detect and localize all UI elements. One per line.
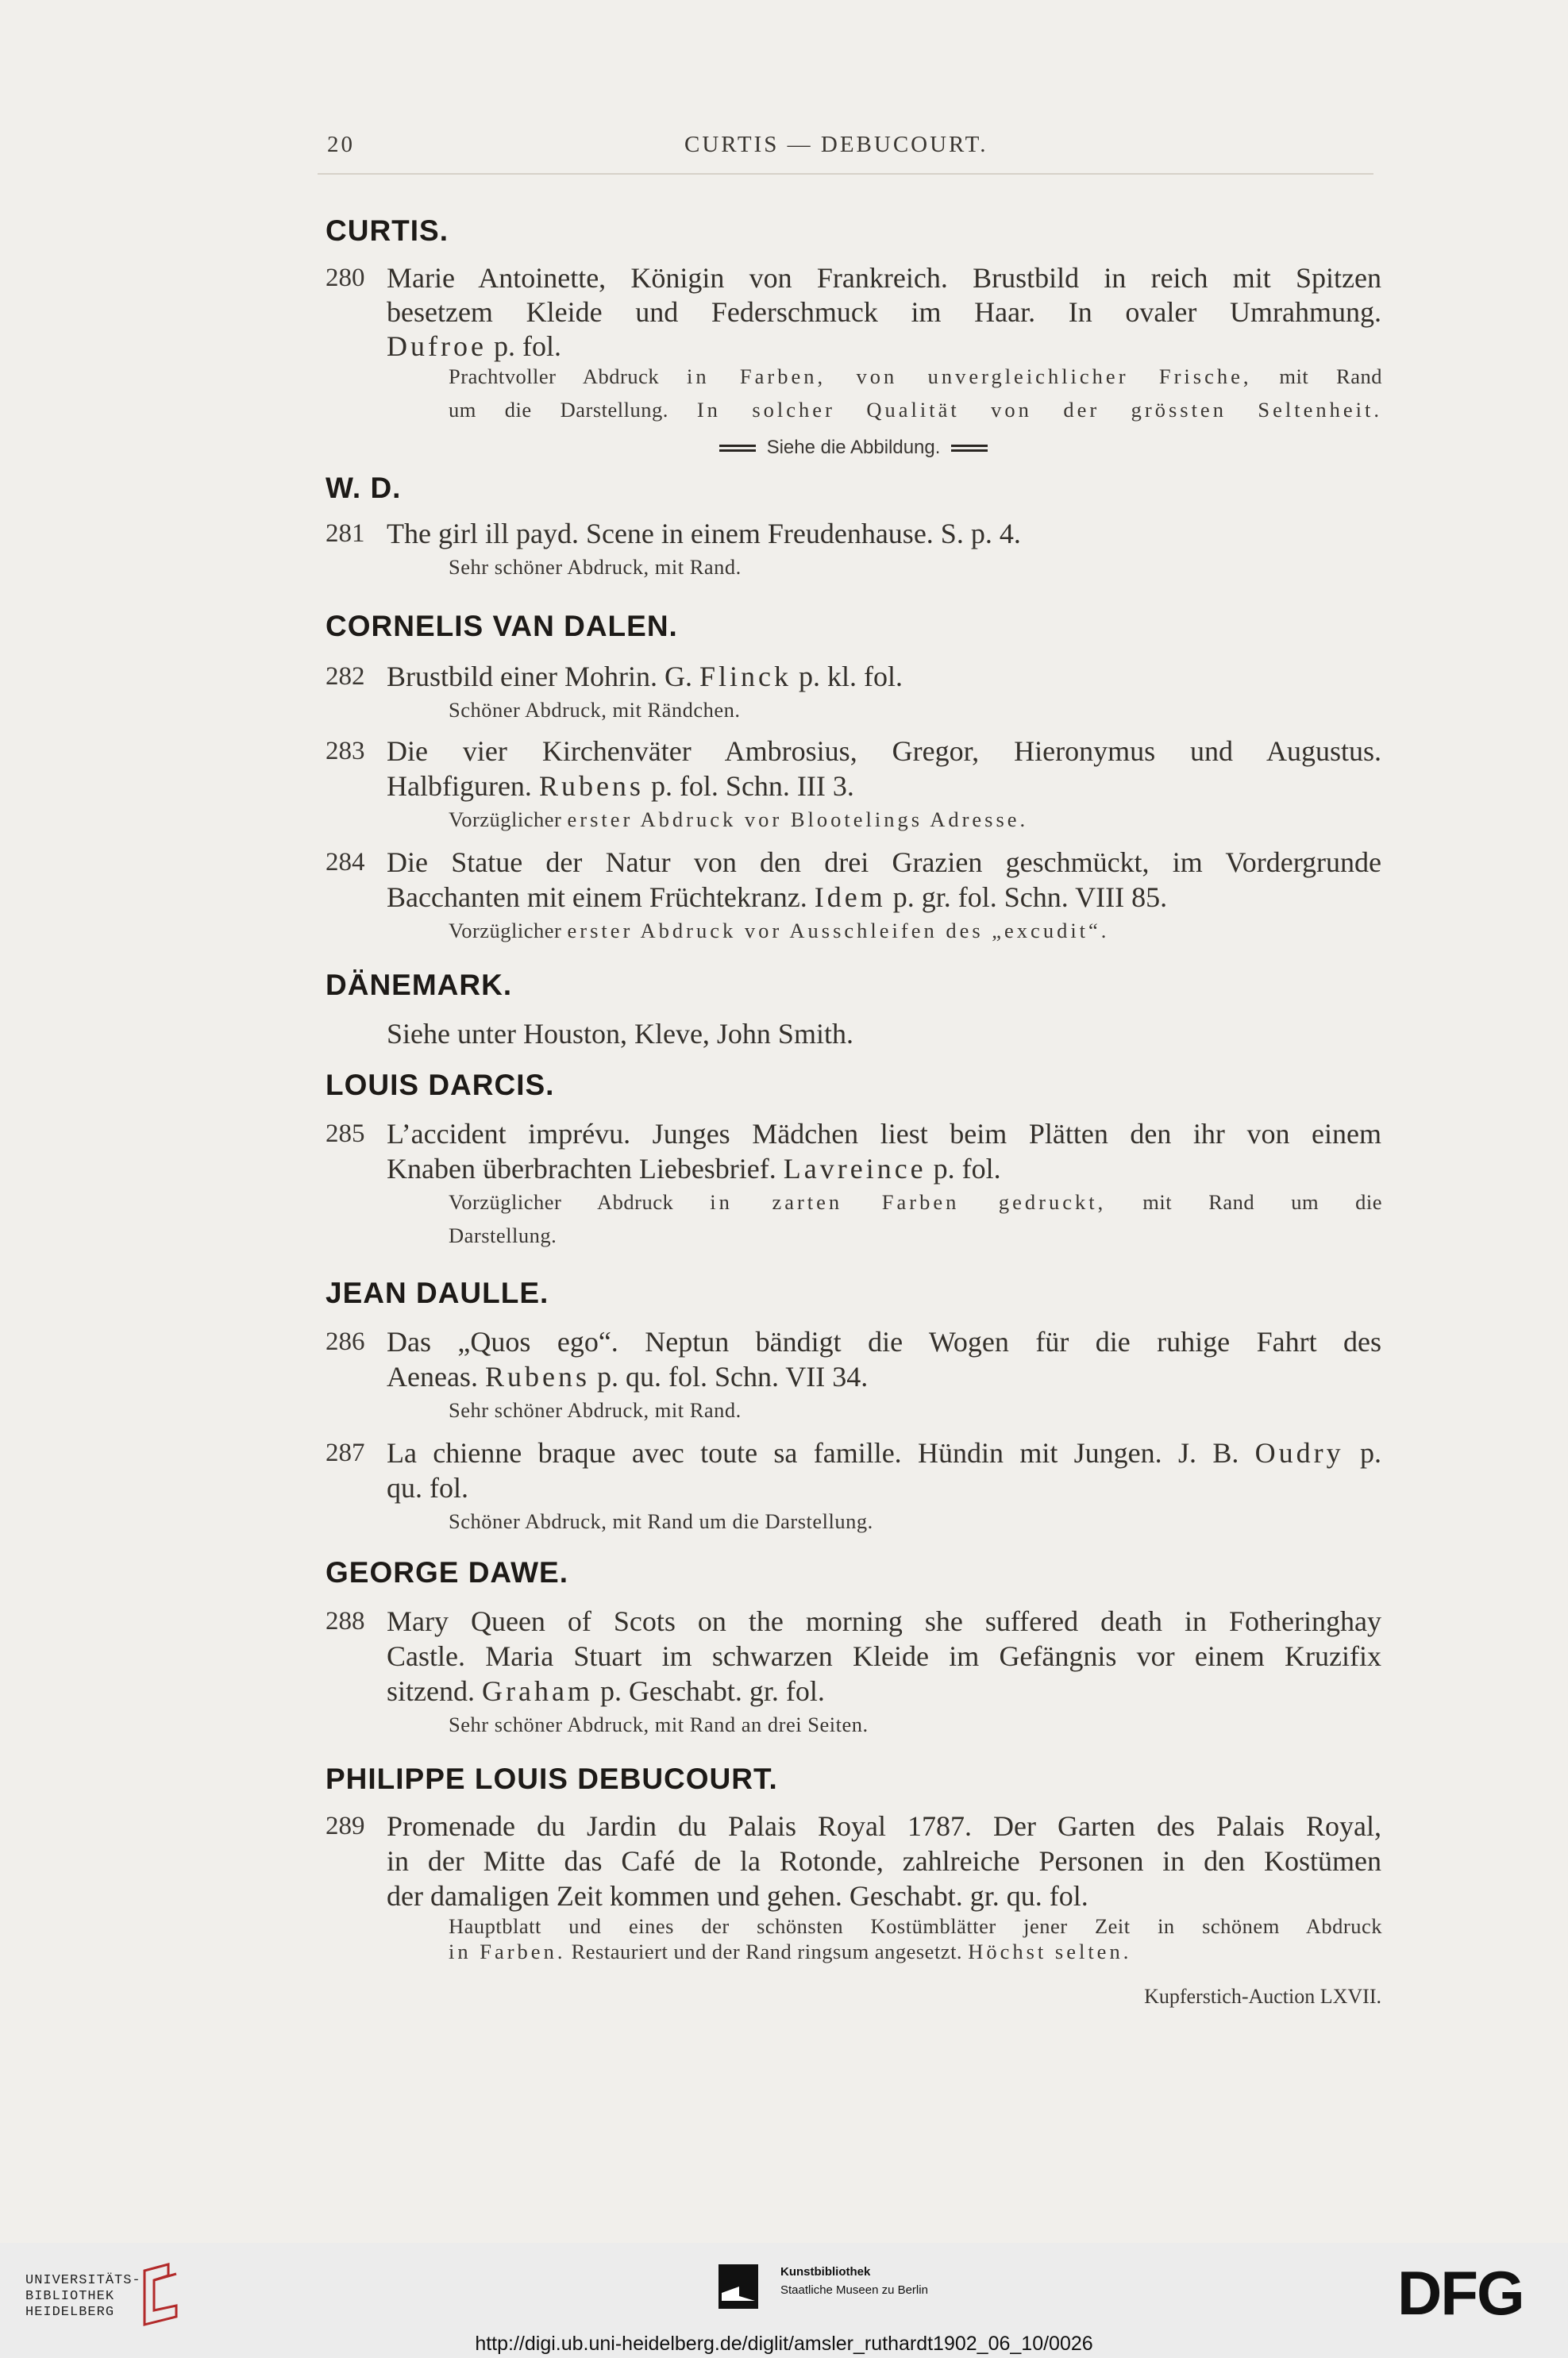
page-number: 20 [327,132,355,157]
double-rule-right [951,445,988,452]
entry-line: Siehe unter Houston, Kleve, John Smith. [387,1018,853,1050]
entry-number: 284 [326,848,365,877]
dfg-logo: DFG [1397,2258,1524,2328]
entry-line: Mary Queen of Scots on the morning she suffered death in Fotheringhay [387,1605,1381,1637]
entry-note: Sehr schöner Abdruck, mit Rand. [449,1398,742,1422]
entry-line: Marie Antoinette, Königin von Frankreich. Brustbild in reich mit Spitzen [387,262,1381,294]
entry-number: 282 [326,662,365,691]
entry-number: 288 [326,1607,365,1636]
entry-line: The girl ill payd. Scene in einem Freudenhause. S. p. 4. [387,518,1021,549]
kunstbibliothek-subtitle: Staatliche Museen zu Berlin [780,2283,928,2297]
section-heading: GEORGE DAWE. [326,1556,568,1589]
entry-note: Schöner Abdruck, mit Rändchen. [449,698,741,722]
entry-line: Bacchanten mit einem Früchtekranz. Idem p. gr. fol. Schn. VIII 85. [387,881,1168,913]
entry-line: Castle. Maria Stuart im schwarzen Kleide im Gefängnis vor einem Kruzifix [387,1640,1381,1672]
entry-line: Dufroe p. fol. [387,330,561,362]
catalog-reference: Kupferstich-Auction LXVII. [1144,1985,1381,2008]
section-heading: CORNELIS VAN DALEN. [326,610,678,642]
university-logo-icon [137,2263,184,2326]
section-heading: JEAN DAULLE. [326,1277,549,1309]
entry-line: Aeneas. Rubens p. qu. fol. Schn. VII 34. [387,1361,869,1393]
entry-line: Die vier Kirchenväter Ambrosius, Gregor, Hieronymus und Augustus. [387,735,1381,767]
section-heading: CURTIS. [326,214,449,247]
entry-line: Knaben überbrachten Liebesbrief. Lavreince p. fol. [387,1153,1001,1185]
header-rule [318,173,1373,175]
running-head: CURTIS — DEBUCOURT. [684,132,988,157]
entry-number: 286 [326,1327,365,1356]
entry-number: 289 [326,1812,365,1840]
entry-line: Halbfiguren. Rubens p. fol. Schn. III 3. [387,770,854,802]
entry-line: Promenade du Jardin du Palais Royal 1787. Der Garten des Palais Royal, [387,1810,1381,1842]
kunstbibliothek-logo-icon [719,2264,758,2309]
entry-line: qu. fol. [387,1472,468,1504]
double-rule-left [719,445,756,452]
entry-number: 281 [326,519,365,548]
entry-note: Prachtvoller Abdruck in Farben, von unvergleichlicher Frische, mit Rand [449,364,1382,388]
see-illustration: Siehe die Abbildung. [326,437,1381,459]
university-library-label: UNIVERSITÄTS- BIBLIOTHEK HEIDELBERG [25,2273,141,2320]
entry-note: Darstellung. [449,1223,557,1247]
entry-line: La chienne braque avec toute sa famille. Hündin mit Jungen. J. B. Oudry p. [387,1437,1381,1469]
entry-line: besetzem Kleide und Federschmuck im Haar. In ovaler Umrahmung. [387,296,1381,328]
entry-note: Vorzüglicher erster Abdruck vor Blootelings Adresse. [449,807,1029,831]
section-heading: W. D. [326,472,402,504]
entry-line: Das „Quos ego“. Neptun bändigt die Wogen für die ruhige Fahrt des [387,1326,1381,1358]
section-heading: PHILIPPE LOUIS DEBUCOURT. [326,1763,778,1795]
entry-note: Hauptblatt und eines der schönsten Kostümblätter jener Zeit in schönem Abdruck [449,1914,1382,1938]
section-heading: DÄNEMARK. [326,969,513,1001]
entry-line: L’accident imprévu. Junges Mädchen liest beim Plätten den ihr von einem [387,1118,1381,1150]
section-heading: LOUIS DARCIS. [326,1069,555,1101]
entry-number: 280 [326,264,365,292]
entry-line: sitzend. Graham p. Geschabt. gr. fol. [387,1675,825,1707]
entry-line: in der Mitte das Café de la Rotonde, zahlreiche Personen in den Kostümen [387,1845,1381,1877]
entry-number: 283 [326,737,365,765]
entry-note: Sehr schöner Abdruck, mit Rand an drei Seiten. [449,1713,869,1736]
entry-number: 287 [326,1439,365,1467]
entry-line: Die Statue der Natur von den drei Grazien geschmückt, im Vordergrunde [387,846,1381,878]
entry-note: Vorzüglicher erster Abdruck vor Ausschleifen des „excudit“. [449,919,1110,942]
entry-note: Sehr schöner Abdruck, mit Rand. [449,555,742,579]
kunstbibliothek-title: Kunstbibliothek [780,2265,871,2279]
entry-note: in Farben. Restauriert und der Rand ringsum angesetzt. Höchst selten. [449,1940,1132,1963]
entry-line: der damaligen Zeit kommen und gehen. Geschabt. gr. qu. fol. [387,1880,1088,1912]
entry-number: 285 [326,1119,365,1148]
entry-note: Vorzüglicher Abdruck in zarten Farben gedruckt, mit Rand um die [449,1190,1382,1214]
entry-line: Brustbild einer Mohrin. G. Flinck p. kl. fol. [387,661,903,692]
permalink-url[interactable]: http://digi.ub.uni-heidelberg.de/diglit/amsler_ruthardt1902_06_10/0026 [475,2333,1093,2355]
entry-note: Schöner Abdruck, mit Rand um die Darstellung. [449,1509,873,1533]
entry-note: um die Darstellung. In solcher Qualität von der grössten Seltenheit. [449,398,1382,422]
